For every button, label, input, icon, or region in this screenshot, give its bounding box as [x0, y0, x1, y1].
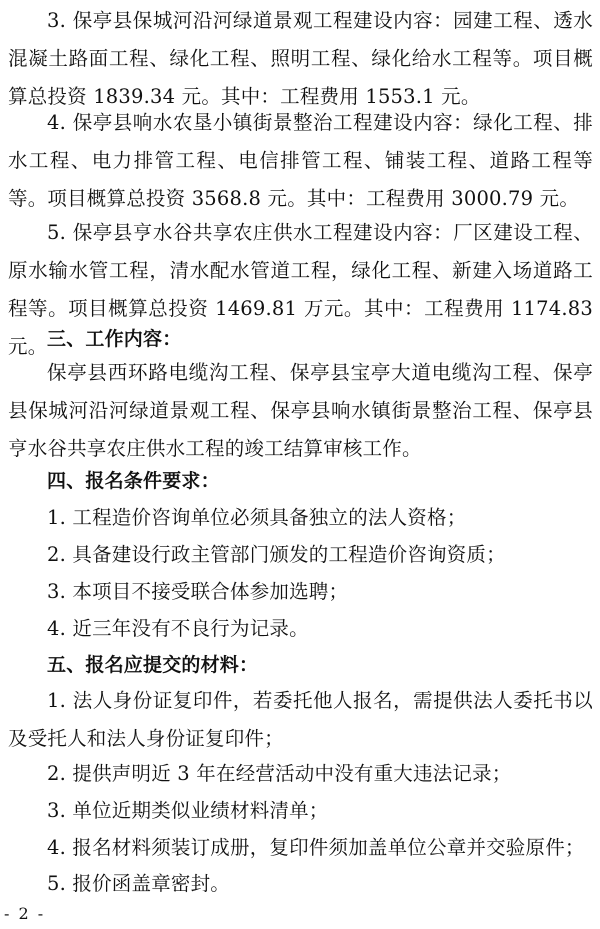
material-item: 4. 报名材料须装订成册，复印件须加盖单位公章并交验原件；	[47, 836, 585, 859]
requirement-item: 3. 本项目不接受联合体参加选聘；	[47, 580, 349, 603]
requirement-item: 4. 近三年没有不良行为记录。	[47, 617, 309, 640]
section-heading-requirements: 四、报名条件要求：	[47, 470, 220, 492]
page-number: - 2 -	[4, 904, 46, 923]
requirement-item: 1. 工程造价咨询单位必须具备独立的法人资格；	[47, 506, 467, 529]
material-item: 2. 提供声明近 3 年在经营活动中没有重大违法记录；	[47, 762, 512, 785]
paragraph-item-3: 3. 保亭县保城河沿河绿道景观工程建设内容：园建工程、透水混凝土路面工程、绿化工程、照明工程、绿化给水工程等。项目概算总投资 1839.34 元。其中：工程费用 1553.1 元。	[8, 9, 593, 108]
material-item: 1. 法人身份证复印件，若委托他人报名，需提供法人委托书以及受托人和法人身份证复印件；	[8, 689, 593, 750]
work-content-body: 保亭县西环路电缆沟工程、保亭县宝亭大道电缆沟工程、保亭县保城河沿河绿道景观工程、保亭县响水镇街景整治工程、保亭县亨水谷共享农庄供水工程的竣工结算审核工作。	[8, 361, 593, 460]
material-item: 3. 单位近期类似业绩材料清单；	[47, 799, 329, 822]
paragraph-item-4: 4. 保亭县响水农垦小镇街景整治工程建设内容：绿化工程、排水工程、电力排管工程、电信排管工程、铺装工程、道路工程等等。项目概算总投资 3568.8 元。其中：工程费用 3000.79 元。	[8, 111, 593, 210]
paragraph-item-5: 5. 保亭县亨水谷共享农庄供水工程建设内容：厂区建设工程、原水输水管工程，清水配水管道工程，绿化工程、新建入场道路工程等。项目概算总投资 1469.81 万元。其中：工程费用 1174.83 元。	[8, 221, 593, 358]
section-heading-materials: 五、报名应提交的材料：	[47, 654, 259, 676]
requirement-item: 2. 具备建设行政主管部门颁发的工程造价咨询资质；	[47, 543, 506, 566]
section-heading-work-content: 三、工作内容：	[47, 328, 182, 350]
material-item: 5. 报价函盖章密封。	[47, 872, 231, 895]
